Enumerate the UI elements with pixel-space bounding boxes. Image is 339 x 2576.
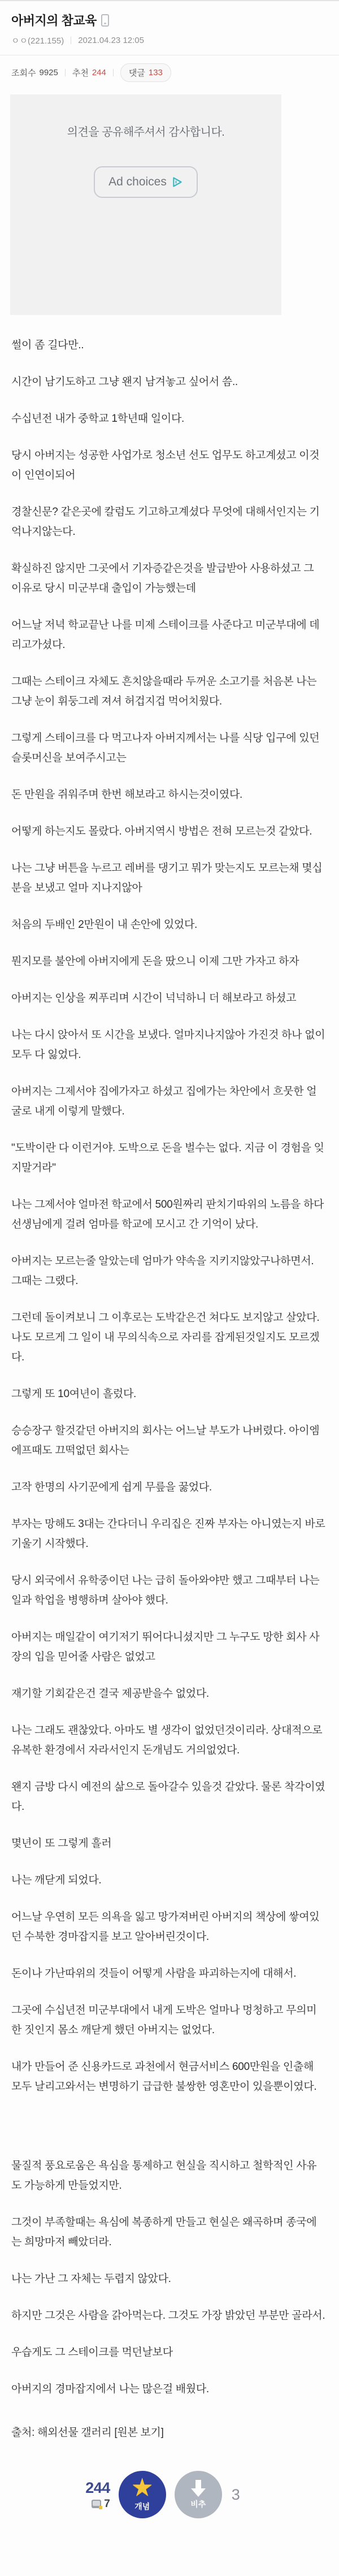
post-paragraph: 나는 그냥 버튼을 누르고 레버를 댕기고 뭐가 맞는지도 모르는채 몇십분을 보냈고 얼마 지나지않아 bbox=[11, 862, 323, 894]
post-paragraph: 나는 가난 그 자체는 두렵지 않았다. bbox=[11, 2273, 171, 2285]
upvote-label: 개념 bbox=[134, 2502, 150, 2511]
comments-label: 댓글 bbox=[128, 68, 145, 78]
post-paragraph: 그렇게 스테이크를 다 먹고나자 아버지께서는 나를 식당 입구에 있던 슬롯머신을 보여주시고는 bbox=[11, 732, 320, 764]
upvote-count: 244 bbox=[85, 2479, 110, 2496]
post-paragraph: "도박이란 다 이런거야. 도박으로 돈을 벌수는 없다. 지금 이 경험을 잊지말거라" bbox=[11, 1142, 324, 1174]
post-paragraph: 아버지는 그제서야 집에가자고 하셨고 집에가는 차안에서 흐뭇한 얼굴로 내게 이렇게 말했다. bbox=[11, 1086, 317, 1117]
recommend-label: 추천 bbox=[72, 68, 89, 78]
post-author: ㅇㅇ(221.155) bbox=[11, 36, 64, 46]
post-body bbox=[0, 315, 339, 2399]
post-paragraph: 뭔지모를 불안에 아버지에게 돈을 땄으니 이제 그만 가자고 하자 bbox=[11, 956, 299, 967]
ad-choices-label: Ad choices bbox=[108, 175, 167, 188]
vote-counts bbox=[85, 2479, 110, 2510]
ad-message: 의견을 공유해주셔서 감사합니다. bbox=[67, 126, 225, 139]
post-paragraph: 어떻게 하는지도 몰랐다. 아버지역시 방법은 전혀 모르는것 같았다. bbox=[11, 825, 312, 837]
post-paragraph: 어느날 저녁 학교끝난 나를 미제 스테이크를 사준다고 미군부대에 데리고가셨다. bbox=[11, 619, 320, 651]
dccon-count: 7 bbox=[104, 2497, 110, 2510]
recommend-value: 244 bbox=[92, 68, 106, 77]
view-count bbox=[11, 67, 58, 79]
post-stats bbox=[0, 55, 339, 82]
post-paragraph: 그때는 스테이크 자체도 흔치않을때라 두꺼운 소고기를 처음본 나는 그냥 눈이 휘둥그레 져셔 허겁지겁 먹어치웠다. bbox=[11, 676, 317, 707]
post-header bbox=[0, 1, 339, 46]
post-paragraph: 시간이 남기도하고 그냥 왠지 남겨놓고 싶어서 씀.. bbox=[11, 376, 238, 388]
comments-pill[interactable] bbox=[120, 63, 171, 82]
post-paragraph: 그곳에 수십년전 미군부대에서 내게 도박은 얼마나 멍청하고 무의미한 짓인지 몸소 깨닫게 했던 아버지는 없었다. bbox=[11, 2004, 317, 2036]
post-paragraph: 왠지 금방 다시 예전의 삶으로 돌아갈수 있을것 같았다. 물론 착각이였다. bbox=[11, 1781, 325, 1813]
downvote-count: 3 bbox=[231, 2486, 240, 2503]
source-original-link[interactable]: [원본 보기] bbox=[114, 2427, 164, 2439]
post-paragraph: 내가 만들어 준 신용카드로 과천에서 현금서비스 600만원을 인출해 모두 날리고와서는 변명하기 급급한 불쌍한 영혼만이 있을뿐이였다. bbox=[11, 2061, 317, 2093]
post-paragraph: 당시 외국에서 유학중이던 나는 급히 돌아와야만 했고 그때부터 나는 일과 학업을 병행하며 살아야 했다. bbox=[11, 1575, 320, 1606]
post-paragraph: 당시 아버지는 성공한 사업가로 청소년 선도 업무도 하고계셨고 이것이 인연이되어 bbox=[11, 449, 320, 481]
post-paragraph: 썰이 좀 길다만.. bbox=[11, 339, 84, 351]
downvote-label: 비추 bbox=[190, 2499, 206, 2509]
post-paragraph: 수십년전 내가 중학교 1학년때 일이다. bbox=[11, 413, 184, 425]
source-label: 출처: 해외선물 갤러리 bbox=[11, 2427, 112, 2439]
post-paragraph: 나는 깨닫게 되었다. bbox=[11, 1874, 102, 1886]
post-paragraph: 아버지는 매일같이 여기저기 뛰어다니셨지만 그 누구도 망한 회사 사장의 입을 믿어줄 사람은 없었고 bbox=[11, 1631, 320, 1663]
post-paragraph: 돈 만원을 쥐워주며 한번 해보라고 하시는것이였다. bbox=[11, 789, 243, 801]
post-paragraph: 부자는 망해도 3대는 간다더니 우리집은 진짜 부자는 아니였는지 바로 기울기 시작했다. bbox=[11, 1518, 325, 1550]
divider bbox=[113, 69, 114, 76]
recommend-count bbox=[72, 67, 106, 79]
post-paragraph: 그렇게 또 10여년이 흘렀다. bbox=[11, 1388, 136, 1400]
dccon-count-row bbox=[92, 2498, 110, 2510]
views-label: 조회수 bbox=[11, 68, 36, 78]
post-paragraph: 나는 다시 앉아서 또 시간을 보냈다. 얼마지나지않아 가진것 하나 없이 모두 다 잃었다. bbox=[11, 1029, 325, 1061]
post-paragraph: 우습게도 그 스테이크를 먹던날보다 bbox=[11, 2346, 173, 2358]
post-paragraph: 처음의 두배인 2만원이 내 손안에 있었다. bbox=[11, 919, 198, 931]
post-paragraph: 그것이 부족할때는 욕심에 복종하게 만들고 현실은 왜곡하며 종국에는 희망마저 빼았더라. bbox=[11, 2216, 317, 2248]
views-value: 9925 bbox=[39, 68, 58, 77]
post-paragraph: 물질적 풍요로움은 욕심을 통제하고 현실을 직시하고 철학적인 사유도 가능하게 만들었지만. bbox=[11, 2160, 317, 2192]
adchoices-play-icon bbox=[172, 176, 183, 188]
post-paragraph: 어느날 우연히 모든 의욕을 잃고 망가져버린 아버지의 책상에 쌓여있던 수북한 경마잡지를 보고 알아버린것이다. bbox=[11, 1911, 320, 1943]
post-meta bbox=[11, 34, 328, 46]
post-paragraph: 아버지는 인상을 찌푸리며 시간이 넉넉하니 더 해보라고 하셨고 bbox=[11, 992, 297, 1004]
divider bbox=[65, 69, 66, 76]
post-title: 아버지의 참교육 bbox=[11, 14, 97, 28]
ad-banner bbox=[10, 94, 281, 315]
vote-section bbox=[0, 2471, 332, 2529]
down-arrow-icon bbox=[189, 2479, 207, 2498]
dccon-icon bbox=[92, 2500, 101, 2508]
post-paragraph: 그런데 돌이켜보니 그 이후로는 도박같은건 쳐다도 보지않고 살았다. 나도 모르게 그 일이 내 무의식속으로 자리를 잡게된것일지도 모르겠다. bbox=[11, 1312, 320, 1363]
post-paragraph: 나는 그제서야 얼마전 학교에서 500원짜리 판치기따위의 노름을 하다 선생님에게 걸려 엄마를 학교에 모시고 간 기억이 났다. bbox=[11, 1199, 324, 1230]
post-date: 2021.04.23 12:05 bbox=[78, 36, 144, 45]
post-paragraph: 고작 한명의 사기꾼에게 쉽게 무릎을 꿇었다. bbox=[11, 1481, 212, 1493]
post-paragraph: 아버지는 모르는줄 알았는데 엄마가 약속을 지키지않았구나하면서. 그때는 그랬다. bbox=[11, 1255, 314, 1287]
post-paragraph: 경찰신문? 같은곳에 칼럼도 기고하고계셨다 무엇에 대해서인지는 기억나지않는다. bbox=[11, 506, 320, 538]
post-paragraph: 몇년이 또 그렇게 흘러 bbox=[11, 1838, 112, 1849]
upvote-button[interactable] bbox=[119, 2471, 166, 2518]
post-paragraph: 돈이나 가난따위의 것들이 어떻게 사람을 파괴하는지에 대해서. bbox=[11, 1968, 297, 1979]
post-paragraph: 확실하진 않지만 그곳에서 기자증같은것을 발급받아 사용하셨고 그 이유로 당시 미군부대 출입이 가능했는데 bbox=[11, 563, 314, 594]
ad-choices-button[interactable] bbox=[94, 166, 198, 198]
source-line bbox=[0, 2424, 339, 2439]
post-paragraph: 승승장구 할것같던 아버지의 회사는 어느날 부도가 나버렸다. 아이엠에프때도 끄떡없던 회사는 bbox=[11, 1425, 320, 1456]
post-paragraph: 아버지의 경마잡지에서 나는 많은걸 배웠다. bbox=[11, 2383, 209, 2395]
post-paragraph: 나는 그래도 괜찮았다. 아마도 별 생각이 없었던것이리라. 상대적으로 유복한 환경에서 자라서인지 돈개념도 거의없었다. bbox=[11, 1724, 323, 1756]
star-icon: ★ bbox=[131, 2474, 154, 2501]
post-paragraph: 재기할 기회같은건 결국 제공받을수 없었다. bbox=[11, 1688, 209, 1700]
comments-value: 133 bbox=[148, 68, 163, 77]
downvote-button[interactable] bbox=[175, 2471, 222, 2518]
mobile-icon bbox=[101, 14, 109, 27]
post-paragraph: 하지만 그것은 사람을 갉아먹는다. 그것도 가장 밝았던 부분만 골라서. bbox=[11, 2310, 325, 2322]
